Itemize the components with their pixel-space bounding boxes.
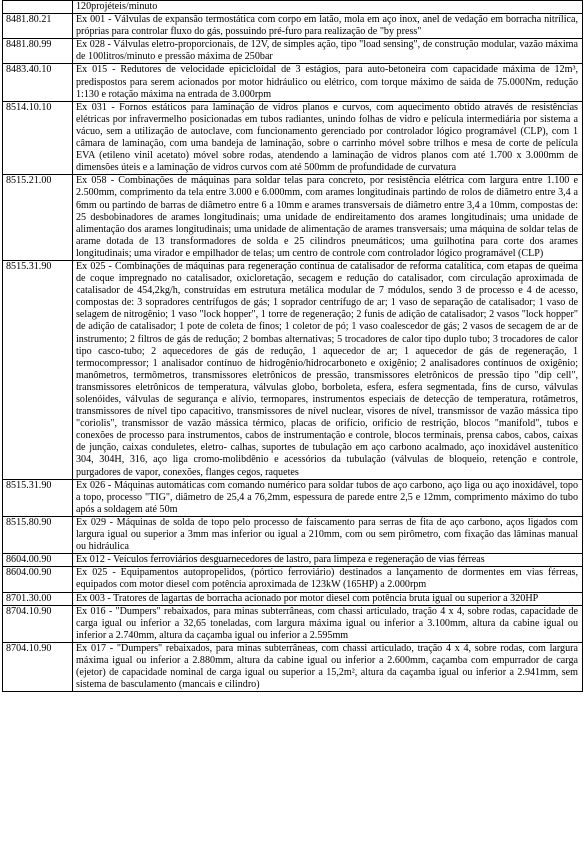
- table-row: [3, 554, 583, 567]
- tariff-table: [2, 0, 583, 692]
- table-row: [3, 516, 583, 553]
- table-row: [3, 14, 583, 39]
- table-row: [3, 64, 583, 101]
- ncm-code-cell: 8514.10.10: [3, 101, 73, 175]
- ncm-code-cell: 8701.30.00: [3, 592, 73, 605]
- description-cell: Ex 025 - Equipamentos autopropelidos, (pórtico ferroviário) destinados a lançamento de dormentes em vias férreas, equipados com motor diesel com potência aproximada de 123kW (165HP) a 2.000rpm: [73, 567, 583, 592]
- table-row: [3, 605, 583, 642]
- description-cell: Ex 012 - Veículos ferroviários desguarnecedores de lastro, para limpeza e regeneração de vias férreas: [73, 554, 583, 567]
- ncm-code-cell: 8604.00.90: [3, 567, 73, 592]
- ncm-code-cell: 8515.31.90: [3, 479, 73, 516]
- description-cell: 120projéteis/minuto: [73, 1, 583, 14]
- ncm-code-cell: 8704.10.90: [3, 642, 73, 691]
- description-cell: Ex 001 - Válvulas de expansão termostática com corpo em latão, mola em aço inox, anel de vedação em borracha nitrílica, próprias para controlar fluxo do gás, possuindo pré-furo para realização de "by press": [73, 14, 583, 39]
- table-row: [3, 260, 583, 479]
- table-row: [3, 479, 583, 516]
- ncm-code-cell: 8704.10.90: [3, 605, 73, 642]
- ncm-code-cell: 8481.80.21: [3, 14, 73, 39]
- description-cell: Ex 003 - Tratores de lagartas de borracha acionado por motor diesel com potência bruta igual ou superior a 320HP: [73, 592, 583, 605]
- ncm-code-cell: [3, 1, 73, 14]
- table-row: [3, 101, 583, 175]
- description-cell: Ex 017 - "Dumpers" rebaixados, para minas subterrâneas, com chassi articulado, tração 4 x 4, sobre rodas, com largura máxima igual ou inferior a 2.880mm, altura da cabine igual ou inferior a 2.600mm, caçamba com empurrador de carga (ejetor) de capacidade nominal de carga igual ou superior a 15,2m², altura da caçamba igual ou inferior a 2.941mm, sem sistema de basculamento (mancais e cilindro): [73, 642, 583, 691]
- table-row: [3, 592, 583, 605]
- description-cell: Ex 058 - Combinações de máquinas para soldar telas para concreto, por resistência elétrica com largura entre 1.100 e 2.500mm, comprimento da tela entre 3.000 e 6.000mm, com arames longitudinais partindo de rolos de diâmetro entre 3,4 a 6mm ou partindo de barras de diâmetro entre 6 a 10mm e arames transversais de diâmetro entre 3,4 a 10mm, compostas de: 25 desbobinadores de arames longitudinais; uma unidade de endireitamento dos arames longitudinais; uma unidade de alimentação dos arames longitudinais; uma unidade de alimentação de arames transversais; uma máquina de soldar telas de arame dotada de 13 transformadores de solda e 25 cilindros pneumáticos; uma guilhotina para corte dos arames longitudinais; uma virador e empilhador de telas; um centro de controle com controlador lógico programável (CLP): [73, 175, 583, 261]
- ncm-code-cell: 8515.31.90: [3, 260, 73, 479]
- ncm-code-cell: 8604.00.90: [3, 554, 73, 567]
- description-cell: Ex 015 - Redutores de velocidade epicicloidal de 3 estágios, para auto-betoneira com capacidade máxima de 12m³, predispostos para serem acionados por motor hidráulico ou elétrico, com torque máximo de saida de 75.000Nm, redução 1:130 e rotação máxima na entrada de 3.000rpm: [73, 64, 583, 101]
- tariff-table-body: [3, 1, 583, 692]
- table-row: [3, 642, 583, 691]
- table-row: [3, 567, 583, 592]
- description-cell: Ex 025 - Combinações de máquinas para regeneração contínua de catalisador de reforma catalítica, com etapas de queima de coque impregnado no catalisador, oxicloretação, secagem e redução do catalisador, com circulação aproximada de catalisador de 454,2kg/h, construídas em estrutura metálica modular de 7 módulos, sendo 3 de processo e 4 de acesso, compostas de: 3 sopradores centrífugos de gás; 1 soprador centrífugo de ar; 1 vaso de separação de catalisador; 1 vaso de selagem de nitrogênio; 1 vaso "lock hopper", 1 torre de regeneração; 2 funis de adição de catalisador; 2 vasos "lock hopper" de adição de catalisador; 1 pote de coleta de finos; 1 coletor de pó; 1 vaso coalescedor de gás; 2 vasos de secagem de ar de instrumento; 2 filtros de gás de redução; 2 bombas alternativas; 5 trocadores de calor tipo duplo tubo; 3 trocadores de calor tipo casco-tubo; 2 aquecedores de gás de redução, 1 aquecedor de ar; 1 aquecedor de gás de regeneração, 1 termocompressor; 1 analisador contínuo de hidrogênio/hidrocarboneto e oxigênio; 2 analisadores contínuos de oxigênio; manômetros, termômetros, transmissores eletrônicos de pressão, transmissores eletrônicos de pressão tipo "dip cell", transmissores eletrônicos de temperatura, válvulas globo, borboleta, esfera, esfera segmentada, fins de curso, válvulas solenóides, válvulas de segurança e alívio, termopares, instrumentos especiais de detecção de temperatura, rotâmetros, transmissores de nível tipo capacitivo, transmissores de nível nuclear, visores de nível, transmissor de vazão mássica tipo "coriolis", transmissor de vazão mássica térmico, placas de orifício, orifício de restrição, blocos "manifold", tubos e conexões de processo para instrumentos, cabos de instrumentação e controle, blocos terminais, prensa cabos, cabos, caixas de junção, caixas conduletes, eletro- calhas, suportes de tubulação em aço carbono acalmado, aço inoxidável austenítico 304, 304H, 316, aço liga cromo-molibdênio e acessórios da tubulação (válvulas de bloqueio, retenção e controle, purgadores de vapor, conexões, flanges cegos, raquetes: [73, 260, 583, 479]
- ncm-code-cell: 8515.80.90: [3, 516, 73, 553]
- table-row: [3, 175, 583, 261]
- description-cell: Ex 028 - Válvulas eletro-proporcionais, de 12V, de simples ação, tipo "load sensing", de construção modular, vazão máxima de 100litros/minuto e pressão máxima de 250bar: [73, 39, 583, 64]
- ncm-code-cell: 8483.40.10: [3, 64, 73, 101]
- description-cell: Ex 026 - Máquinas automáticas com comando numérico para soldar tubos de aço carbono, aço liga ou aço inoxidável, topo a topo, processo "TIG", diâmetro de 25,4 a 76,2mm, espessura de parede entre 2,5 e 12mm, comprimento máximo do tubo após a soldagem até 50m: [73, 479, 583, 516]
- table-row: [3, 39, 583, 64]
- table-row: [3, 1, 583, 14]
- description-cell: Ex 029 - Máquinas de solda de topo pelo processo de faiscamento para serras de fita de aço carbono, aços ligados com largura igual ou superior a 3mm mas inferior ou igual a 210mm, com ou sem pirômetro, com fixação das lâminas manual ou hidráulica: [73, 516, 583, 553]
- ncm-code-cell: 8515.21.00: [3, 175, 73, 261]
- ncm-code-cell: 8481.80.99: [3, 39, 73, 64]
- description-cell: Ex 016 - "Dumpers" rebaixados, para minas subterrâneas, com chassi articulado, tração 4 x 4, sobre rodas, capacidade de carga igual ou inferior a 32,65 toneladas, com largura máxima igual ou inferior a 3.100mm, altura da cabine igual ou inferior a 2.740mm, altura da caçamba igual ou inferior a 2.595mm: [73, 605, 583, 642]
- description-cell: Ex 031 - Fornos estáticos para laminação de vidros planos e curvos, com aquecimento obtido através de resistências elétricas por infravermelho posicionadas em tubos radiantes, unindo folhas de vidro e película intermediária por sistema a vácuo, sem a utilização de autoclave, com funcionamento gerenciado por controlador lógico programável (CLP), com 1 câmara de laminação, com uma bandeja de laminação, sobre o carrinho móvel sobre trilhos e mesa de corte de película EVA (etileno vinil acetato) móvel sobre rodas, atendendo a laminação de vidros planos com até 1.700 x 3.000mm de dimensões úteis e a laminação de vidros curvos com até 500mm de profundidade de curvatura: [73, 101, 583, 175]
